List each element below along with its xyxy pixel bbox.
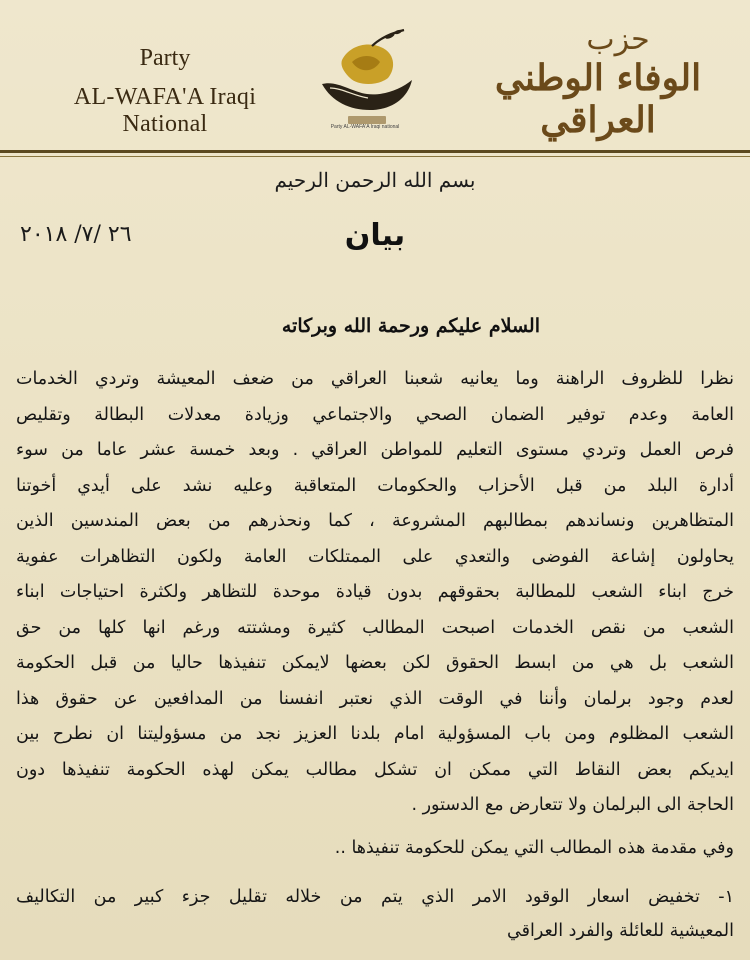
party-logo-icon bbox=[312, 22, 422, 132]
document-date: ٢٦ /٧/ ٢٠١٨ bbox=[20, 222, 132, 247]
statement-paragraph bbox=[16, 362, 734, 824]
party-name-arabic bbox=[468, 22, 728, 141]
demand-line: المعيشية للعائلة والفرد العراقي bbox=[507, 921, 734, 941]
paragraph-line: المتظاهرين ونساندهم بمطالبهم المشروعة ، كما ونحذرهم من بعض المندسين الذين bbox=[16, 511, 734, 531]
header-divider bbox=[0, 150, 750, 153]
greeting: السلام عليكم ورحمة الله وبركاته bbox=[281, 315, 540, 337]
english-line-1: Party bbox=[139, 45, 191, 71]
paragraph-line: لعدم وجود برلمان وأننا في الوقت الذي نعتبر انفسنا من المدافعين عن حقوق هذا bbox=[16, 688, 734, 709]
paragraph-line: فرص العمل وتردي مستوى التعليم للمواطن العراقي . وبعد خمسة عشر عاما من سوء bbox=[16, 440, 734, 460]
paragraph-line: الشعب المظلوم ومن باب المسؤولية امام بلدنا العزيز نجد من مسؤوليتنا ان نطرح بين bbox=[16, 724, 734, 744]
paragraph-line: الشعب بل هي من ابسط الحقوق لكن بعضها لايمكن تنفيذها حاليا من قبل الحكومة bbox=[16, 653, 734, 673]
paragraph-line: الحاجة الى البرلمان ولا تتعارض مع الدستور . bbox=[411, 795, 734, 815]
basmala: بسم الله الرحمن الرحيم bbox=[274, 168, 476, 192]
paragraph-line: يحاولون إشاعة الفوضى والتعدي على الممتلكات العامة ولكون التظاهرات عفوية bbox=[16, 546, 734, 567]
paragraph-line: العامة وعدم توفير الضمان الصحي والاجتماعي وزيادة معدلات البطالة وتقليص bbox=[16, 404, 734, 425]
paragraph-line: أدارة البلد من قبل الأحزاب والحكومات المتعاقبة وعليه نشد على أيدي أخوتنا bbox=[16, 475, 734, 496]
letterhead bbox=[0, 0, 750, 150]
document-title: بيان bbox=[344, 218, 406, 253]
paragraph-line: خرج ابناء الشعب للمطالبة بحقوقهم بدون قيادة موحدة للتظاهر ولكثرة احتياجات ابناء bbox=[16, 582, 734, 602]
paragraph-line: الشعب من نقص الخدمات اصبحت المطالب كثيرة ومشتته ورغم انها كلها من حق bbox=[16, 617, 734, 638]
paragraph-line: ايديكم بعض النقاط التي ممكن ان تشكل مطالب يمكن لهذه الحكومة تنفيذها دون bbox=[16, 759, 734, 780]
party-name-english bbox=[30, 45, 300, 138]
demand-item-1 bbox=[16, 880, 734, 948]
paragraph-line: نظرا للظروف الراهنة وما يعانيه شعبنا العراقي من ضعف المعيشة وتردي الخدمات bbox=[16, 369, 734, 389]
english-line-2: AL-WAFA'A Iraqi National bbox=[73, 84, 257, 137]
arabic-line-2: الوفاء الوطني العراقي bbox=[494, 57, 702, 141]
logo-caption: Party AL-WAFA'A Iraqi national bbox=[330, 124, 400, 130]
arabic-line-1: حزب bbox=[586, 22, 650, 57]
header-divider-thin bbox=[0, 156, 750, 157]
demands-intro: وفي مقدمة هذه المطالب التي يمكن للحكومة تنفيذها .. bbox=[334, 838, 734, 858]
demand-line: ١- تخفيض اسعار الوقود الامر الذي يتم من خلاله تقليل جزء كبير من التكاليف bbox=[16, 887, 734, 907]
